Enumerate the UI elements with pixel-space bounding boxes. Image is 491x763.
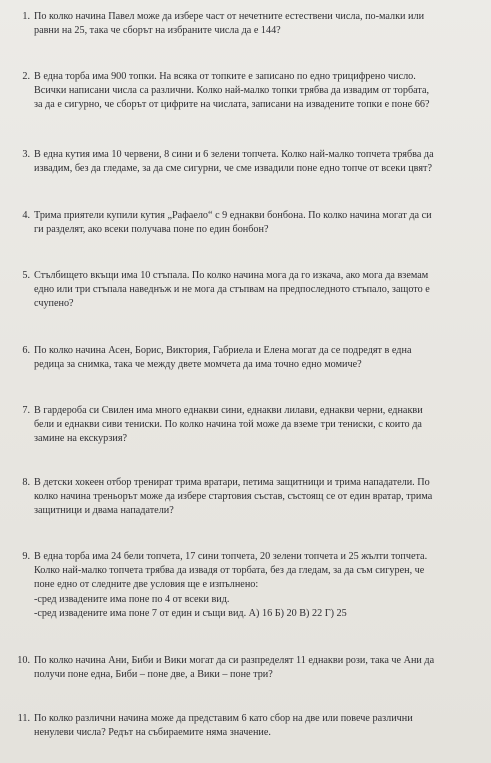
problem-text-line: редица за снимка, така че между двете момчета да има точно едно момиче? xyxy=(34,359,362,371)
problem-text-line: В една кутия има 10 червени, 8 сини и 6 зелени топчета. Колко най-малко топчета трябва да xyxy=(34,149,434,160)
problem-text-line: В една торба има 24 бели топчета, 17 сини топчета, 20 зелени топчета и 25 жълти топчета. xyxy=(34,551,428,562)
problem-text-line: По колко начина Ани, Биби и Вики могат да си разпределят 11 еднакви рози, така че Ани да xyxy=(34,655,435,666)
problem-text-line: защитници и двама нападатели? xyxy=(34,505,174,517)
problem-number: 11. xyxy=(17,713,30,724)
problem-number: 8. xyxy=(22,477,30,488)
problem-4 xyxy=(8,209,484,237)
problem-text-line: -сред извадените има поне по 4 от всеки вид. xyxy=(34,593,230,605)
problem-text-line: Колко най-малко топчета трябва да извадя от торбата, без да гледам, за да съм сигурен, че xyxy=(34,565,425,577)
problem-number: 3. xyxy=(22,149,30,160)
problem-1 xyxy=(8,10,484,38)
problem-text-line: за да е сигурно, че сборът от цифрите на числата, записани на извадените топки е поне 66? xyxy=(34,99,430,111)
problem-number: 10. xyxy=(17,655,30,666)
problem-text-line: ги разделят, ако всеки получава поне по един бонбон? xyxy=(34,224,269,236)
problem-text-line: получи поне една, Биби – поне две, а Вики – поне три? xyxy=(34,669,273,681)
problem-text-line: Стълбището вкъщи има 10 стъпала. По колко начина мога да го изкача, ако мога да вземам xyxy=(34,270,429,281)
problem-text-line: извадим, без да гледаме, за да сме сигурни, че сме извадили поне едно топче от всеки цвят? xyxy=(34,163,433,175)
problem-3 xyxy=(8,148,484,176)
problem-text-line: колко начина треньорът може да избере стартовия състав, състоящ се от един вратар, трима xyxy=(34,491,433,503)
problem-10 xyxy=(8,654,484,682)
problem-2 xyxy=(8,70,484,113)
problem-text-line: Трима приятели купили кутия „Рафаело“ с 9 еднакви бонбона. По колко начина могат да си xyxy=(34,210,432,221)
problem-6 xyxy=(8,344,484,372)
problem-text-line: ненулеви числа? Редът на събираемите няма значение. xyxy=(34,727,271,739)
problem-text-line: В детски хокеен отбор тренират трима вратари, петима защитници и трима нападатели. По xyxy=(34,477,430,488)
problem-text-line: замине на екскурзия? xyxy=(34,433,128,445)
problem-text-line: В една торба има 900 топки. На всяка от топките е записано по едно трицифрено число. xyxy=(34,71,416,82)
problem-8 xyxy=(8,476,484,519)
problem-text-line: В гардероба си Свилен има много еднакви сини, еднакви лилави, еднакви черни, еднакви xyxy=(34,405,423,416)
problem-number: 4. xyxy=(22,210,30,221)
problem-number: 9. xyxy=(22,551,30,562)
problem-11 xyxy=(8,712,484,740)
problem-text-line: -сред извадените има поне 7 от един и същи вид. А) 16 Б) 20 В) 22 Г) 25 xyxy=(34,607,347,619)
problem-text-line: По колко различни начина може да представим 6 като сбор на две или повече различни xyxy=(34,713,413,724)
problem-text-line: По колко начина Асен, Борис, Виктория, Габриела и Елена могат да се подредят в една xyxy=(34,345,412,356)
problem-text-line: Всички написани числа са различни. Колко най-малко топки трябва да извадим от торбата, xyxy=(34,85,430,97)
problem-number: 5. xyxy=(22,270,30,281)
problem-9 xyxy=(8,550,484,621)
problem-5 xyxy=(8,269,484,312)
problem-text-line: поне едно от следните две условия ще е изпълнено: xyxy=(34,579,259,591)
problem-text-line: счупено? xyxy=(34,298,74,310)
problem-text-line: едно или три стъпала наведнъж и не мога да стъпвам на предпоследното стъпало, защото е xyxy=(34,284,430,296)
problem-number: 6. xyxy=(22,345,30,356)
problem-number: 1. xyxy=(22,11,30,22)
problem-number: 7. xyxy=(22,405,30,416)
problem-text-line: равни на 25, така че сборът на избраните числа да е 144? xyxy=(34,25,281,37)
problem-number: 2. xyxy=(22,71,30,82)
problem-text-line: бели и еднакви сиви тениски. По колко начина той може да вземе три тениски, с които да xyxy=(34,419,422,431)
problem-text-line: По колко начина Павел може да избере част от нечетните естествени числа, по-малки или xyxy=(34,11,425,22)
problem-7 xyxy=(8,404,484,447)
